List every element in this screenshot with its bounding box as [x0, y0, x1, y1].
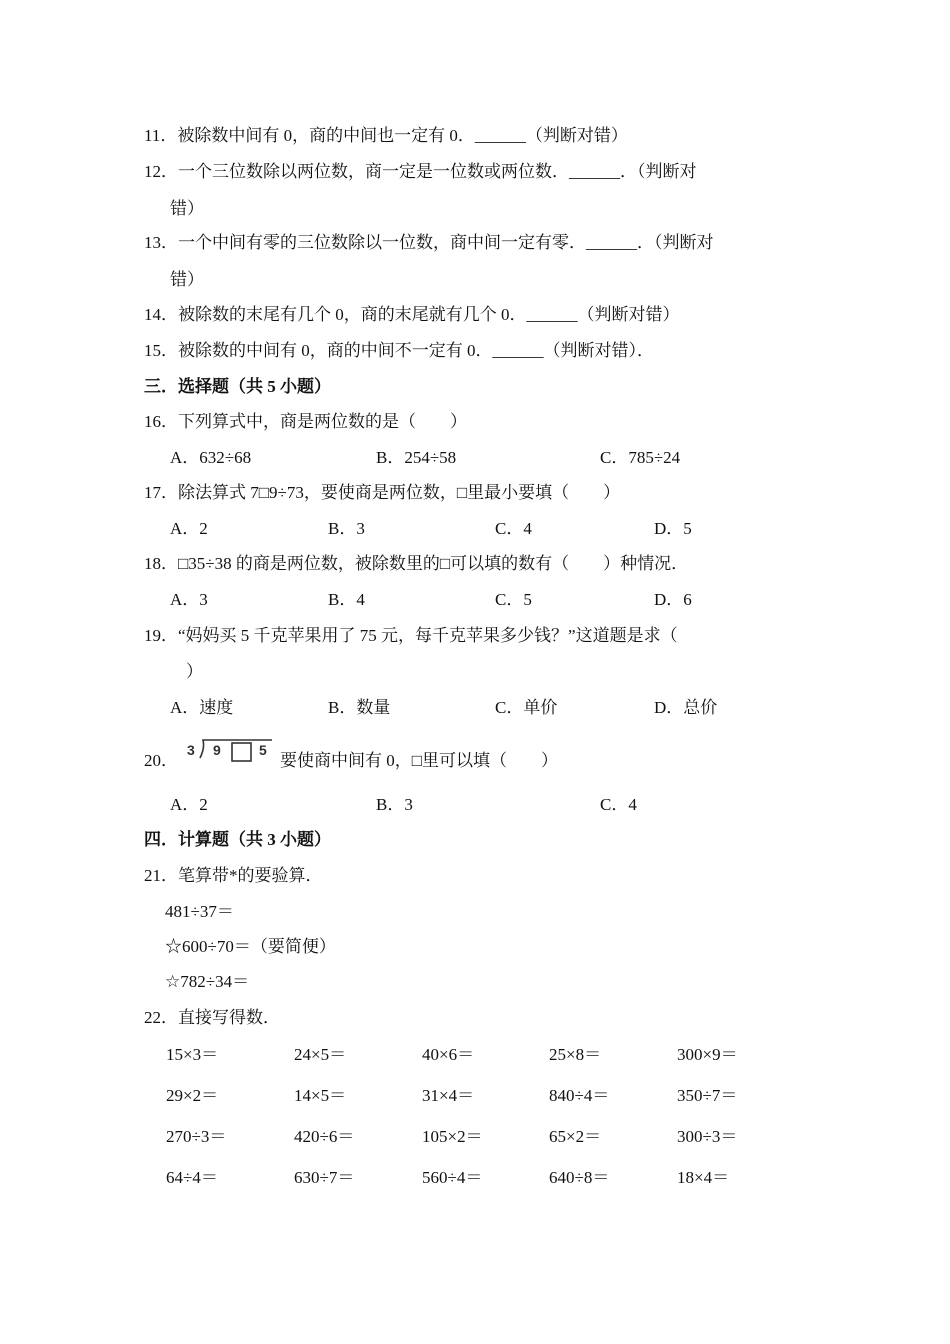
figure-divisor: 3: [187, 742, 195, 758]
q16-option-b: B．254÷58: [376, 448, 457, 467]
q17-option-d: D．5: [654, 519, 692, 538]
q22-cell: 31×4＝: [422, 1086, 475, 1105]
q22-cell: 560÷4＝: [422, 1168, 483, 1187]
q18-option-d: D．6: [654, 590, 692, 609]
question-13-line1: 13．一个中间有零的三位数除以一位数，商中间一定有零．______．（判断对: [144, 233, 714, 252]
q19-option-b: B．数量: [328, 698, 391, 717]
question-12-line1: 12．一个三位数除以两位数，商一定是一位数或两位数．______．（判断对: [144, 162, 697, 181]
q19-option-d: D．总价: [654, 698, 718, 717]
q22-cell: 420÷6＝: [294, 1127, 355, 1146]
q21-item-1: 481÷37＝: [165, 902, 234, 921]
q19-option-a: A．速度: [170, 698, 234, 717]
q18-option-b: B．4: [328, 590, 365, 609]
question-19-line2: ）: [186, 662, 203, 681]
q22-cell: 65×2＝: [549, 1127, 602, 1146]
q22-cell: 25×8＝: [549, 1045, 602, 1064]
q22-cell: 840÷4＝: [549, 1086, 610, 1105]
q22-cell: 270÷3＝: [166, 1127, 227, 1146]
q22-cell: 64÷4＝: [166, 1168, 218, 1187]
q22-cell: 300×9＝: [677, 1045, 738, 1064]
figure-blank-box: [232, 743, 251, 761]
question-16: 16．下列算式中，商是两位数的是（ ）: [144, 412, 467, 431]
q17-option-b: B．3: [328, 519, 365, 538]
question-14: 14．被除数的末尾有几个 0，商的末尾就有几个 0．______（判断对错）: [144, 305, 680, 324]
q20-option-b: B．3: [376, 795, 413, 814]
question-12-line2: 错）: [170, 199, 204, 218]
q22-cell: 640÷8＝: [549, 1168, 610, 1187]
q22-cell: 40×6＝: [422, 1045, 475, 1064]
question-15: 15．被除数的中间有 0，商的中间不一定有 0．______（判断对错）．: [144, 341, 654, 360]
figure-digit-3: 5: [259, 742, 267, 758]
q16-option-c: C．785÷24: [600, 448, 681, 467]
long-division-figure: [186, 738, 274, 764]
question-21: 21．笔算带*的要验算．: [144, 866, 323, 885]
q22-cell: 350÷7＝: [677, 1086, 738, 1105]
question-13-line2: 错）: [170, 270, 204, 289]
question-17: 17．除法算式 7□9÷73，要使商是两位数，□里最小要填（ ）: [144, 483, 621, 502]
q22-cell: 24×5＝: [294, 1045, 347, 1064]
q22-cell: 18×4＝: [677, 1168, 730, 1187]
question-18: 18．□35÷38 的商是两位数，被除数里的□可以填的数有（ ）种情况．: [144, 554, 689, 573]
q20-option-c: C．4: [600, 795, 637, 814]
q22-cell: 29×2＝: [166, 1086, 219, 1105]
q22-cell: 15×3＝: [166, 1045, 219, 1064]
q17-option-a: A．2: [170, 519, 208, 538]
question-22: 22．直接写得数．: [144, 1008, 280, 1027]
question-11: 11．被除数中间有 0，商的中间也一定有 0．______（判断对错）: [144, 126, 628, 145]
q22-cell: 14×5＝: [294, 1086, 347, 1105]
q18-option-a: A．3: [170, 590, 208, 609]
q22-cell: 630÷7＝: [294, 1168, 355, 1187]
q17-option-c: C．4: [495, 519, 532, 538]
q21-item-2: ☆600÷70＝（要简便）: [165, 937, 336, 956]
question-19-line1: 19．“妈妈买 5 千克苹果用了 75 元，每千克苹果多少钱？”这道题是求（: [144, 626, 678, 645]
q22-cell: 105×2＝: [422, 1127, 483, 1146]
q18-option-c: C．5: [495, 590, 532, 609]
question-20-stem: 要使商中间有 0，□里可以填（ ）: [280, 751, 559, 770]
q16-option-a: A．632÷68: [170, 448, 252, 467]
section-4-title: 四．计算题（共 3 小题）: [144, 830, 331, 849]
q19-option-c: C．单价: [495, 698, 558, 717]
q22-cell: 300÷3＝: [677, 1127, 738, 1146]
q21-item-3: ☆782÷34＝: [165, 972, 250, 991]
question-20-number: 20．: [144, 751, 178, 770]
section-3-title: 三．选择题（共 5 小题）: [144, 377, 331, 396]
figure-digit-1: 9: [213, 742, 221, 758]
q20-option-a: A．2: [170, 795, 208, 814]
